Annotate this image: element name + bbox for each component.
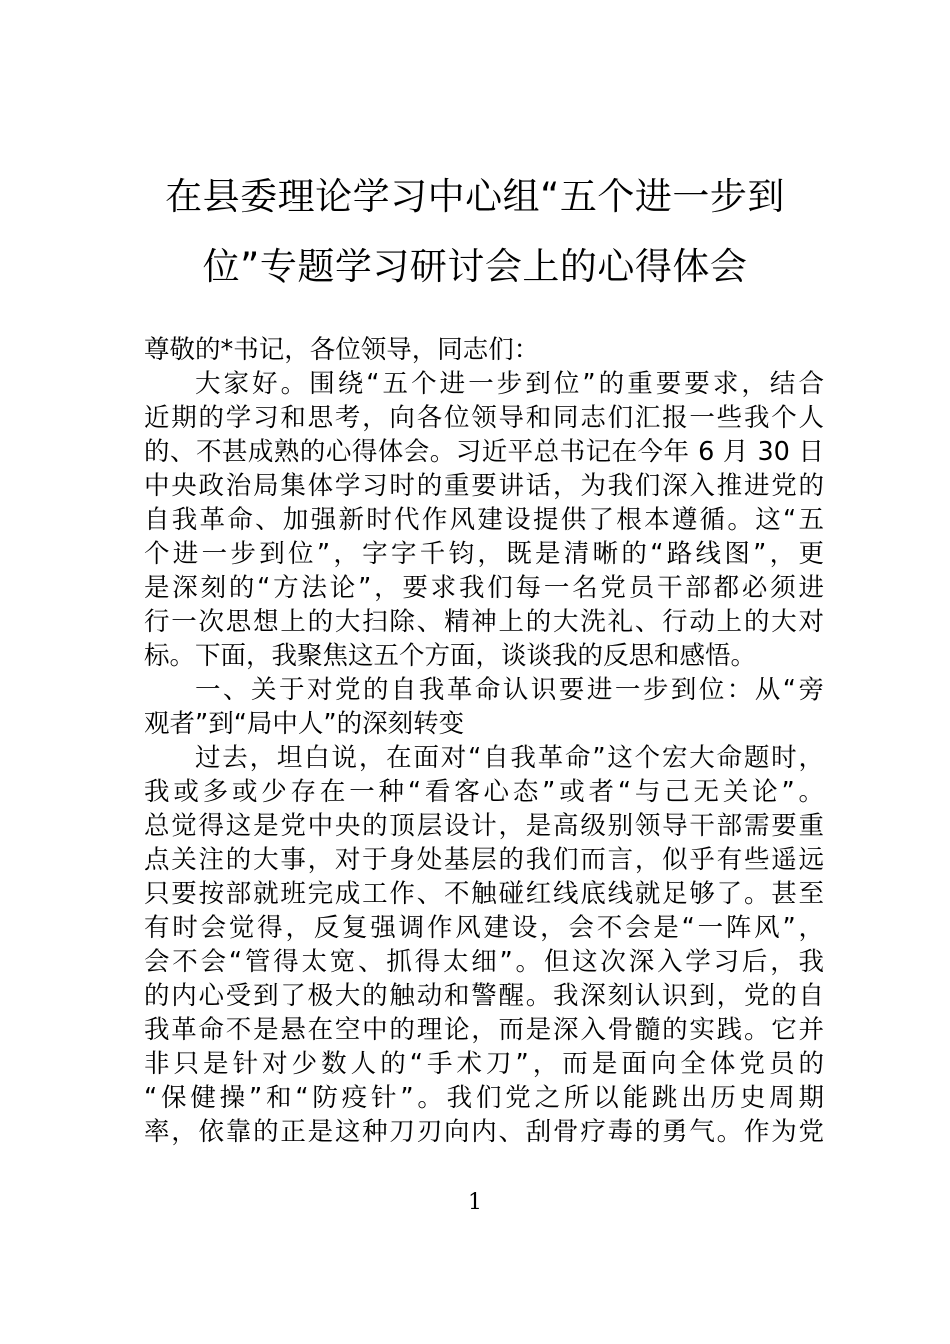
paragraph-line: 会不会“管得太宽、抓得太细”。但这次深入学习后，我	[144, 947, 824, 977]
paragraph-line: 自我革命、加强新时代作风建设提供了根本遵循。这“五	[144, 505, 824, 535]
paragraph-line: “保健操”和“防疫针”。我们党之所以能跳出历史周期	[144, 1083, 824, 1113]
document-title-line-2: 位”专题学习研讨会上的心得体会	[202, 245, 748, 288]
page-number: 1	[468, 1190, 482, 1215]
paragraph-line: 的、不甚成熟的心得体会。习近平总书记在今年 6 月 30 日	[144, 437, 824, 467]
paragraph-line: 标。下面，我聚焦这五个方面，谈谈我的反思和感悟。	[144, 641, 757, 671]
paragraph-line: 点关注的大事，对于身处基层的我们而言，似乎有些遥远	[144, 845, 824, 875]
paragraph-line: 的内心受到了极大的触动和警醒。我深刻认识到，党的自	[144, 981, 824, 1011]
paragraph-line: 大家好。围绕“五个进一步到位”的重要要求，结合	[195, 369, 824, 399]
paragraph-line: 总觉得这是党中央的顶层设计，是高级别领导干部需要重	[144, 811, 824, 841]
section-heading-line: 观者”到“局中人”的深刻转变	[144, 709, 465, 739]
paragraph-line: 非只是针对少数人的“手术刀”，而是面向全体党员的	[144, 1049, 824, 1079]
paragraph-line: 有时会觉得，反复强调作风建设，会不会是“一阵风”，	[144, 913, 824, 943]
paragraph-line: 个进一步到位”，字字千钧，既是清晰的“路线图”，更	[144, 539, 824, 569]
paragraph-line: 行一次思想上的大扫除、精神上的大洗礼、行动上的大对	[144, 607, 824, 637]
paragraph-line: 中央政治局集体学习时的重要讲话，为我们深入推进党的	[144, 471, 824, 501]
paragraph-line: 近期的学习和思考，向各位领导和同志们汇报一些我个人	[144, 403, 824, 433]
paragraph-line: 我或多或少存在一种“看客心态”或者“与己无关论”。	[144, 777, 824, 807]
document-body	[144, 333, 824, 1149]
document-title-line-1: 在县委理论学习中心组“五个进一步到	[165, 175, 785, 218]
paragraph-line: 是深刻的“方法论”，要求我们每一名党员干部都必须进	[144, 573, 824, 603]
paragraph-line: 过去，坦白说，在面对“自我革命”这个宏大命题时，	[195, 743, 824, 773]
paragraph-line: 我革命不是悬在空中的理论，而是深入骨髓的实践。它并	[144, 1015, 824, 1045]
paragraph-line: 只要按部就班完成工作、不触碰红线底线就足够了。甚至	[144, 879, 824, 909]
section-heading-line: 一、关于对党的自我革命认识要进一步到位：从“旁	[195, 675, 824, 705]
paragraph-line: 率，依靠的正是这种刀刃向内、刮骨疗毒的勇气。作为党	[144, 1117, 824, 1147]
salutation-line: 尊敬的*书记，各位领导，同志们：	[144, 335, 540, 365]
